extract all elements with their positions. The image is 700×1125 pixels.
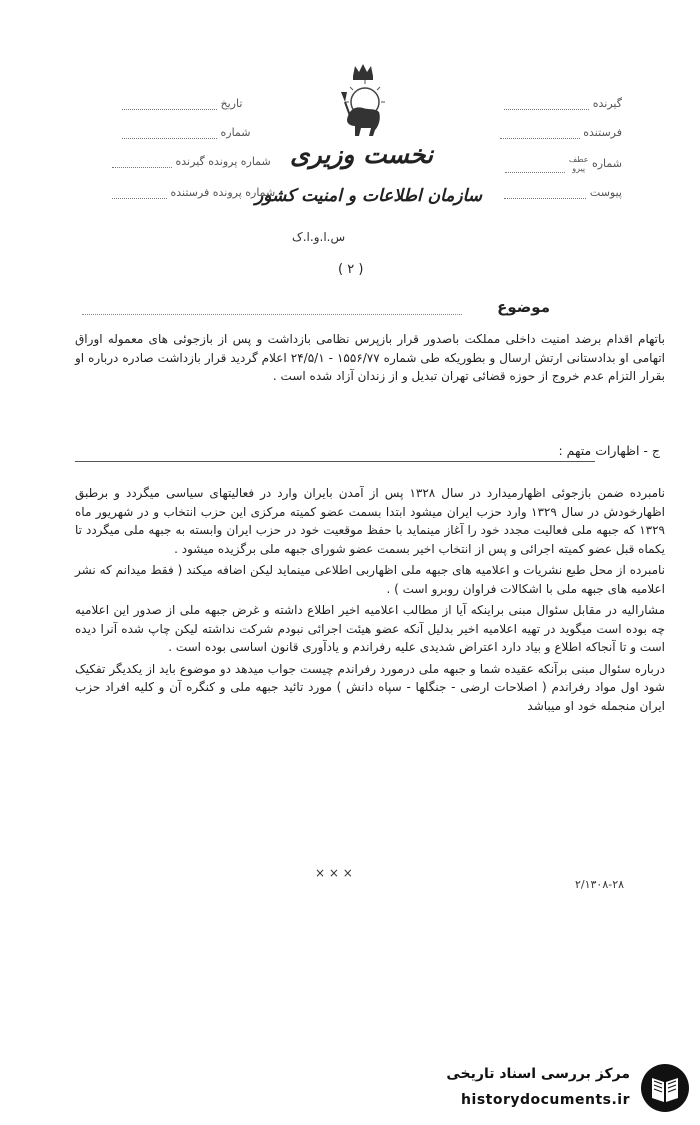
sender-file-label: شماره پرونده فرستنده bbox=[170, 186, 276, 199]
watermark-title: مرکز بررسی اسناد تاریخی bbox=[446, 1066, 630, 1082]
intro-paragraph bbox=[75, 330, 665, 386]
intro-text: باتهام اقدام برضد امنیت داخلی مملکت باصدور قرار بازپرس نظامی بازداشت و پس از بازجوئی های معموله اوراق اتهامی او بدادستانی ارتش ارسال و بطوریکه طی شماره ۱۵۵۶/۷۷ - ۲۴/۵/۱ اعلام گردید قرار بازداشت صادره درباره او بقرار التزام عدم خروج از حوزه قضائی تهران تبدیل و از زندان آزاد شده است . bbox=[75, 332, 666, 383]
statement-paragraph: مشارالیه در مقابل سئوال مبنی براینکه آیا از مطالب اعلامیه اخیر اطلاع داشته و غرض جبهه ملی از صدور این اعلامیه چه بوده است میگوید در تهیه اعلامیه اخیر بدلیل آنکه عضو هیئت اجرائی نبودم شرکت نداشته لیکن چاپ شده آنرا دیده است و تا آنجاکه اطلاع و بیاد دارد اعتراض شدیدی علیه رفراندم و یادآوری قانون اساسی بوده است . bbox=[75, 603, 665, 654]
statement-paragraph: نامبرده ضمن بازجوئی اظهارمیدارد در سال ۱۳۲۸ پس از آمدن بایران وارد در فعالیتهای سیاسی میگردد و برطبق اظهارخودش در سال ۱۳۲۹ وارد حزب ایران میشود ابتدا بسمت عضو کمیته مرکزی این حزب انتخاب و در شهریور ماه ۱۳۲۹ که جبهه ملی فعالیت مجدد خود را آغاز مینماید با حفظ موقعیت خود در حزب ایران وابسته به جبهه ملی میگردد تا یکماه قبل عضو کمیته اجرائی و پس از انتخاب اخیر بسمت عضو شورای جبهه ملی برگزیده میشود . bbox=[75, 486, 666, 556]
statement-paragraph: نامبرده از محل طبع نشریات و اعلامیه های جبهه ملی اظهاربی اطلاعی مینماید لیکن اضافه میکند ( فقط میدانم که نشر اعلامیه های جبهه ملی با اشکالات فراوان روبرو است ) . bbox=[75, 563, 665, 596]
archive-number: ۲/۱۳۰۸-۲۸ bbox=[575, 878, 625, 891]
sender-line bbox=[500, 138, 580, 139]
end-marks: × × × bbox=[315, 866, 353, 880]
subject-line bbox=[82, 314, 462, 315]
recipient-field bbox=[504, 97, 622, 110]
book-logo-icon bbox=[640, 1062, 690, 1114]
sender-label: فرستنده bbox=[583, 126, 622, 139]
watermark-url: historydocuments.ir bbox=[461, 1092, 630, 1108]
recipient-label: گیرنده bbox=[592, 97, 622, 110]
number-field-right bbox=[505, 155, 622, 173]
savak-code: س.ا.و.ا.ک bbox=[292, 230, 346, 244]
number-line-left bbox=[122, 138, 217, 139]
attachment-field bbox=[504, 186, 622, 199]
sender-file-field bbox=[112, 186, 275, 199]
watermark bbox=[400, 1060, 700, 1120]
page-number: ( ۲ ) bbox=[338, 262, 364, 277]
letterhead-title: نخست وزیری bbox=[290, 140, 434, 169]
sender-field bbox=[500, 126, 622, 139]
sender-file-line bbox=[112, 198, 167, 199]
peyro-label: پیرو bbox=[572, 164, 586, 173]
recipient-file-line bbox=[112, 167, 172, 168]
statement-paragraphs bbox=[75, 484, 665, 715]
subject-label: موضوع bbox=[497, 298, 550, 316]
date-label: تاریخ bbox=[220, 97, 243, 110]
section-heading: ج - اظهارات متهم : bbox=[558, 443, 660, 458]
attachment-line bbox=[504, 198, 586, 199]
number-label-left: شماره bbox=[220, 126, 251, 139]
heading-underline bbox=[75, 461, 595, 462]
attachment-label: پیوست bbox=[589, 186, 622, 199]
number-label-right: شماره bbox=[591, 157, 622, 170]
atf-label: عطف bbox=[568, 155, 589, 164]
lion-and-sun-emblem bbox=[333, 62, 393, 142]
atf-peyro bbox=[569, 155, 589, 173]
recipient-line bbox=[504, 109, 589, 110]
letterhead-subtitle: سازمان اطلاعات و امنیت کشور bbox=[255, 186, 483, 206]
date-line bbox=[122, 109, 217, 110]
recipient-file-field bbox=[112, 155, 271, 168]
number-line-right bbox=[505, 172, 565, 173]
recipient-file-label: شماره پرونده گیرنده bbox=[175, 155, 271, 168]
statement-paragraph: درباره سئوال مبنی برآنکه عقیده شما و جبهه ملی درمورد رفراندم چیست جواب میدهد دو موضوع باید از یکدیگر تفکیک شود اول مواد رفراندم ( اصلاحات ارضی - جنگلها - سپاه دانش ) مورد تائید جبهه ملی و کنگره آن و کلیه افراد حزب ایران منجمله خود او میباشد bbox=[75, 661, 665, 713]
number-field-left bbox=[122, 126, 251, 139]
date-field bbox=[122, 97, 242, 110]
